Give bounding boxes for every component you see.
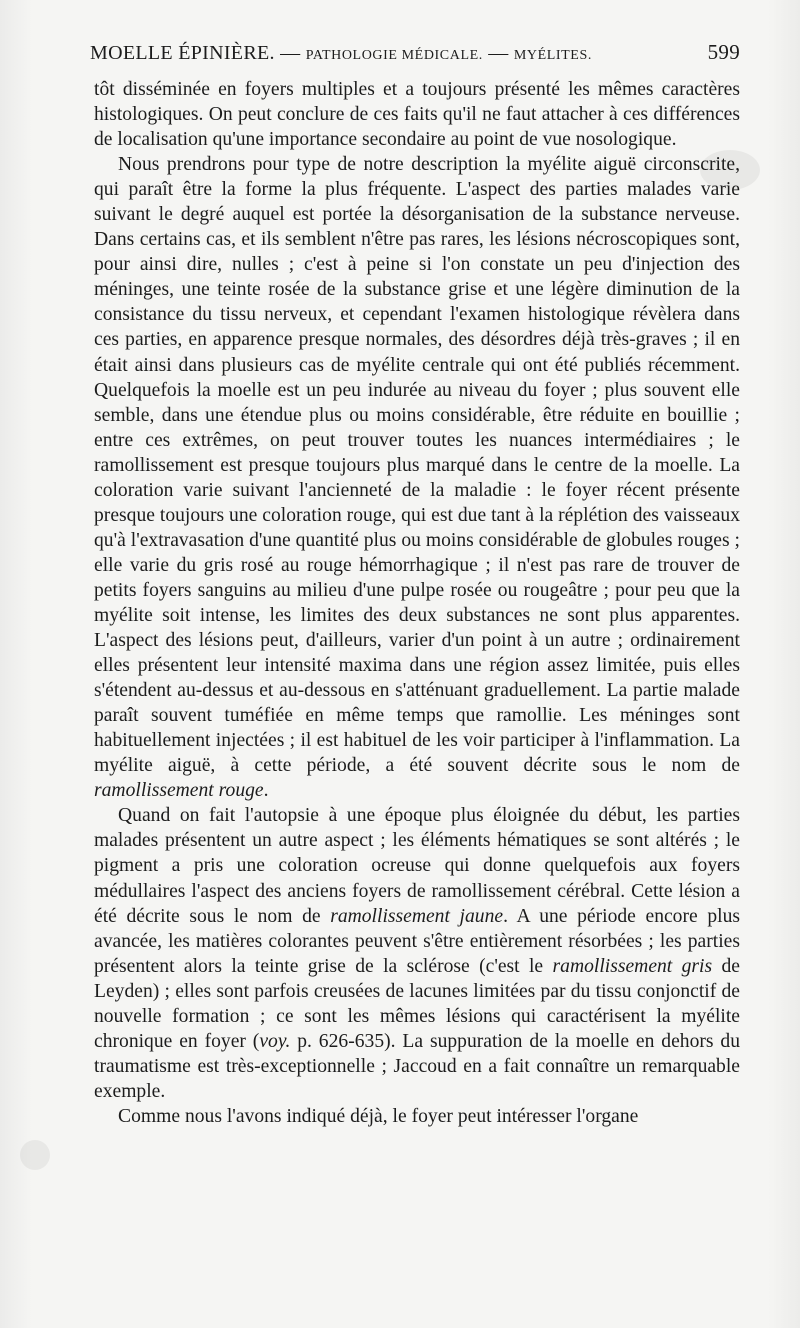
paragraph-text: Quand on fait l'autopsie à une époque plus éloignée du début, les parties malades présentent un autre aspect ; les éléments hématiques se sont altérés ; le pigment a pris une coloration ocreuse qui donne quelquefois aux foyers médullaires l'aspect des anciens foyers de ramollissement cérébral. Cette lésion a été décrite sous le nom de (94, 805, 740, 927)
paragraph (94, 803, 740, 1104)
paragraph-text: de Leyden) ; elles sont parfois creusées de lacunes limitées par du tissu conjonctif de nouvelle formation ; ce sont les mêmes lésions qui caractérisent la myélite chronique en foyer ( (94, 955, 740, 1052)
header-subsection: MYÉLITES. (513, 48, 592, 63)
paragraph-text: . (263, 780, 269, 802)
body-text (94, 77, 740, 1129)
paragraph-text: tôt disséminée en foyers multiples et a toujours présenté les mêmes caractères histologiques. On peut conclure de ces faits qu'il ne faut attacher à ces différences de localisation qu'une importance secondaire au point de vue nosologique. (94, 79, 740, 151)
paragraph (94, 1104, 740, 1129)
paragraph (94, 77, 740, 152)
paragraph-text: Nous prendrons pour type de notre description la myélite aiguë circonscrite, qui paraît être la forme la plus fréquente. L'aspect des parties malades varie suivant le degré auquel est portée la désorganisation de la substance nerveuse. Dans certains cas, et ils semblent n'être pas rares, les lésions nécroscopiques sont, pour ainsi dire, nulles ; c'est à peine si l'on constate un peu d'injection des méninges, une teinte rosée de la substance grise et une légère diminution de la consistance du tissu nerveux, et cependant l'examen histologique révèlera dans ces parties, en apparence presque normales, des désordres déjà très-graves ; il en était ainsi dans plusieurs cas de myélite centrale qui ont été publiés récemment. Quelquefois la moelle est un peu indurée au niveau du foyer ; plus souvent elle semble, dans une étendue plus ou moins considérable, être réduite en bouillie ; entre ces extrêmes, on peut trouver toutes les nuances intermédiaires ; le ramollissement est presque toujours plus marqué dans le centre de la moelle. La coloration varie suivant l'ancienneté de la maladie : le foyer récent présente presque toujours une coloration rouge, qui est due tant à la réplétion des vaisseaux qu'à l'extravasation d'une quantité plus ou moins considérable de globules rouges ; elle varie du gris rosé au rouge hémorrhagique ; il n'est pas rare de trouver de petits foyers sanguins au milieu d'une pulpe rosée ou rougeâtre ; pour peu que la myélite soit intense, les limites des deux substances ne sont plus apparentes. L'aspect des lésions peut, d'ailleurs, varier d'un point à un autre ; ordinairement elles présentent leur intensité maxima dans une région assez limitée, puis elles s'étendent au-dessus et au-dessous en s'atténuant graduellement. La partie malade paraît souvent tuméfiée en même temps que ramollie. Les méninges sont habituellement injectées ; il est habituel de les voir participer à l'inflammation. La myélite aiguë, à cette période, a été souvent décrite sous le nom de (94, 154, 740, 777)
header-dash: — (488, 42, 509, 64)
page-number: 599 (707, 40, 740, 64)
running-head-left (90, 42, 592, 65)
paragraph (94, 152, 740, 803)
italic-term: ramollissement gris (552, 955, 713, 977)
header-title: MOELLE ÉPINIÈRE. (90, 42, 275, 64)
paragraph-text: p. 626-635). La suppuration de la moelle en dehors du traumatisme est très-exceptionnelle ; Jaccoud en a fait connaître un remarquable exemple. (94, 1030, 740, 1102)
header-dash: — (280, 42, 301, 64)
paragraph-text: Comme nous l'avons indiqué déjà, le foyer peut intéresser l'organe (118, 1105, 639, 1127)
header-section: PATHOLOGIE MÉDICALE. (305, 48, 483, 63)
paragraph-text: . A une période encore plus avancée, les matières colorantes peuvent s'être entièrement résorbées ; les parties présentent alors la teinte grise de la sclérose (c'est le (94, 905, 740, 977)
italic-term: voy. (259, 1030, 291, 1052)
running-header (90, 40, 740, 74)
italic-term: ramollissement jaune (330, 905, 504, 927)
paper-stain (20, 1140, 50, 1170)
italic-term: ramollissement rouge (94, 780, 264, 802)
